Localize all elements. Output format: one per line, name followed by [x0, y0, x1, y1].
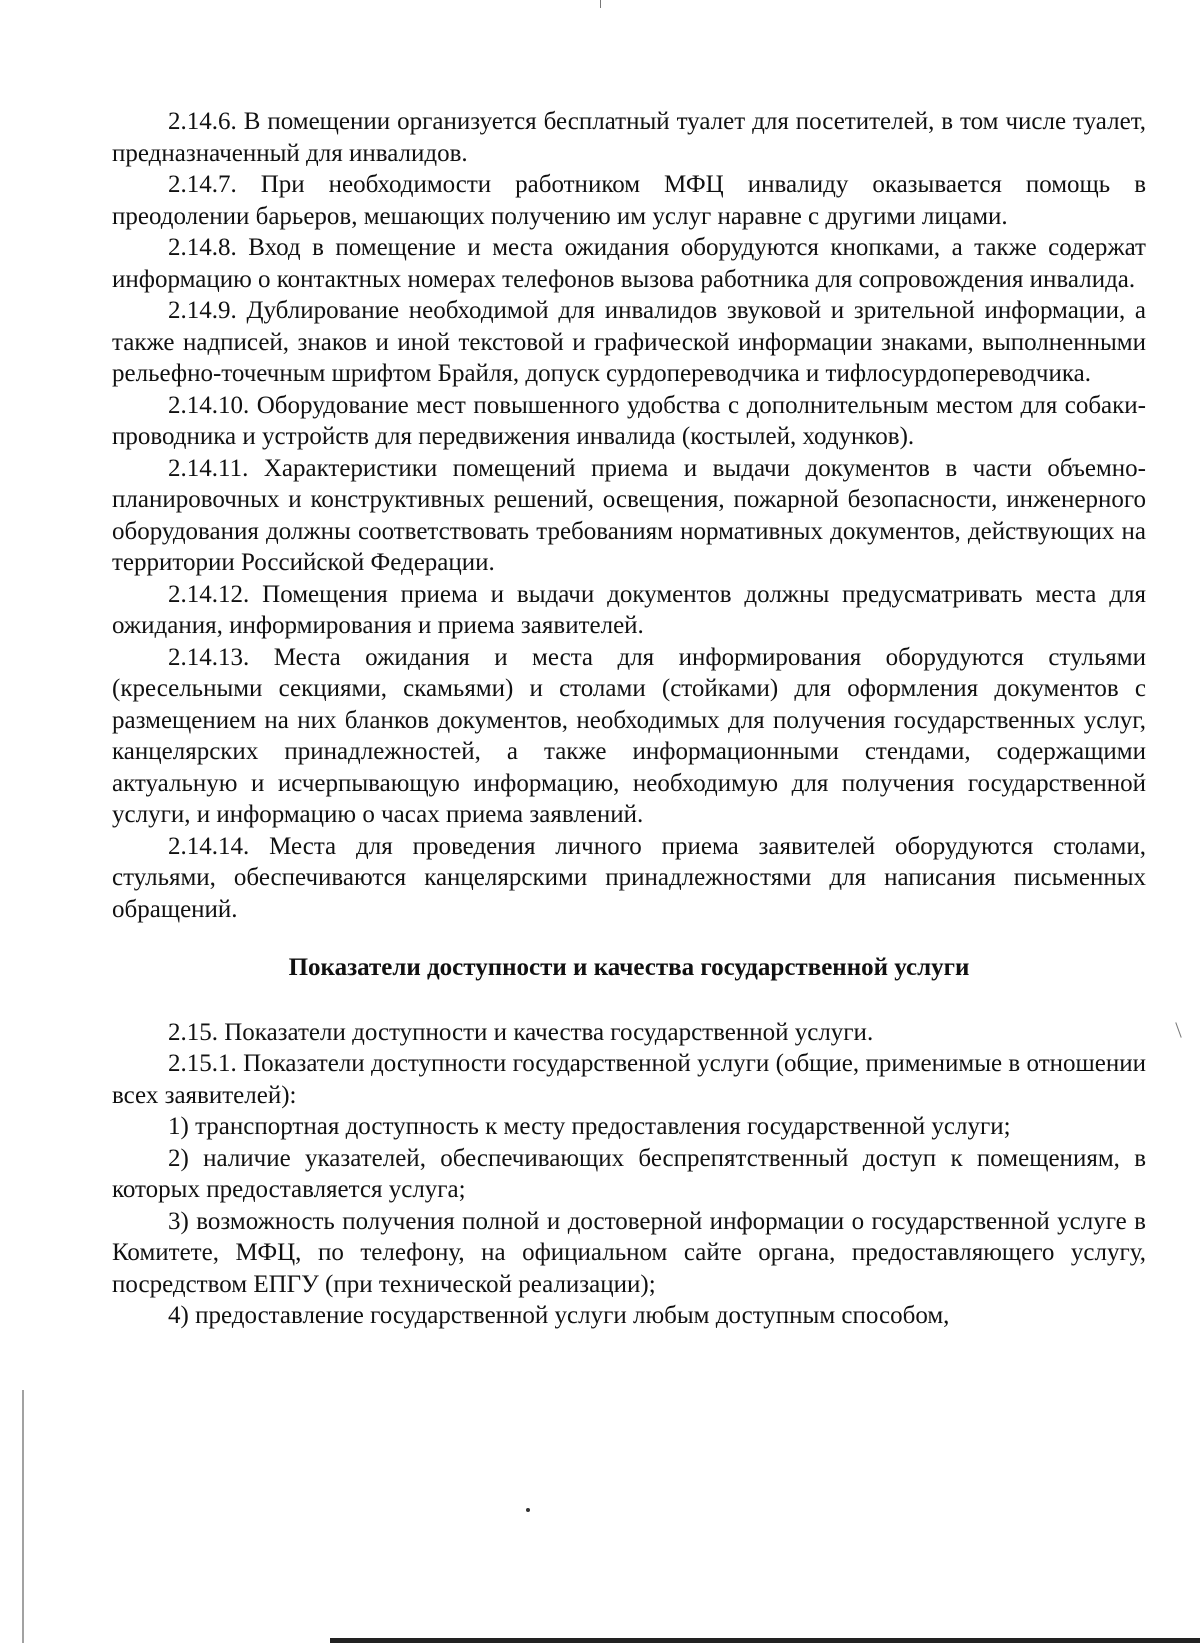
list-item-4: 4) предоставление государственной услуги любым доступным способом, — [168, 1302, 950, 1329]
paragraph-2-14-7: 2.14.7. При необходимости работником МФЦ инвалиду оказывается помощь в преодолении барьеров, мешающих получению им услуг наравне с другими лицами. — [112, 171, 1146, 230]
list-item-1: 1) транспортная доступность к месту предоставления государственной услуги; — [168, 1113, 1011, 1140]
scan-right-tick — [1175, 1022, 1181, 1037]
document-body — [112, 106, 1146, 1332]
paragraph-2-15-1: 2.15.1. Показатели доступности государственной услуги (общие, применимые в отношении всех заявителей): — [112, 1050, 1146, 1109]
paragraph-2-14-8: 2.14.8. Вход в помещение и места ожидания оборудуются кнопками, а также содержат информацию о контактных номерах телефонов вызова работника для сопровождения инвалида. — [112, 234, 1146, 293]
paragraph-2-14-11: 2.14.11. Характеристики помещений приема и выдачи документов в части объемно-планировочных и конструктивных решений, освещения, пожарной безопасности, инженерного оборудования должны соответствовать требованиям нормативных документов, действующих на территории Российской Федерации. — [112, 454, 1146, 576]
scan-top-tick — [600, 0, 601, 8]
paragraph-2-14-10: 2.14.10. Оборудование мест повышенного удобства с дополнительным местом для собаки-проводника и устройств для передвижения инвалида (костылей, ходунков). — [112, 391, 1146, 450]
paragraph-2-14-9: 2.14.9. Дублирование необходимой для инвалидов звуковой и зрительной информации, а также надписей, знаков и иной текстовой и графической информации знаками, выполненными рельефно-точечным шрифтом Брайля, допуск сурдопереводчика и тифлосурдопереводчика. — [112, 297, 1146, 387]
scan-dust-dot — [526, 1508, 530, 1512]
scan-edge-mark-left — [22, 1390, 24, 1643]
scan-edge-mark-bottom — [330, 1638, 1200, 1643]
paragraph-2-14-13: 2.14.13. Места ожидания и места для информирования оборудуются стульями (кресельными секциями, скамьями) и столами (стойками) для оформления документов с размещением на них бланков документов, необходимых для получения государственных услуг, канцелярских принадлежностей, а также информационными стендами, содержащими актуальную и исчерпывающую информацию, необходимую для получения государственной услуги, и информацию о часах приема заявлений. — [112, 643, 1146, 828]
paragraph-2-14-6: 2.14.6. В помещении организуется бесплатный туалет для посетителей, в том числе туалет, предназначенный для инвалидов. — [112, 108, 1146, 167]
list-item-3: 3) возможность получения полной и достоверной информации о государственной услуге в Комитете, МФЦ, по телефону, на официальном сайте органа, предоставляющего услугу, посредством ЕПГУ (при технической реализации); — [112, 1207, 1146, 1298]
list-item-2: 2) наличие указателей, обеспечивающих беспрепятственный доступ к помещениям, в которых предоставляется услуга; — [112, 1144, 1146, 1203]
paragraph-2-14-12: 2.14.12. Помещения приема и выдачи документов должны предусматривать места для ожидания, информирования и приема заявителей. — [112, 580, 1146, 639]
paragraph-2-14-14: 2.14.14. Места для проведения личного приема заявителей оборудуются столами, стульями, обеспечиваются канцелярскими принадлежностями для написания письменных обращений. — [112, 832, 1146, 923]
section-heading: Показатели доступности и качества государственной услуги — [288, 954, 970, 981]
paragraph-2-15: 2.15. Показатели доступности и качества государственной услуги. — [168, 1018, 874, 1046]
